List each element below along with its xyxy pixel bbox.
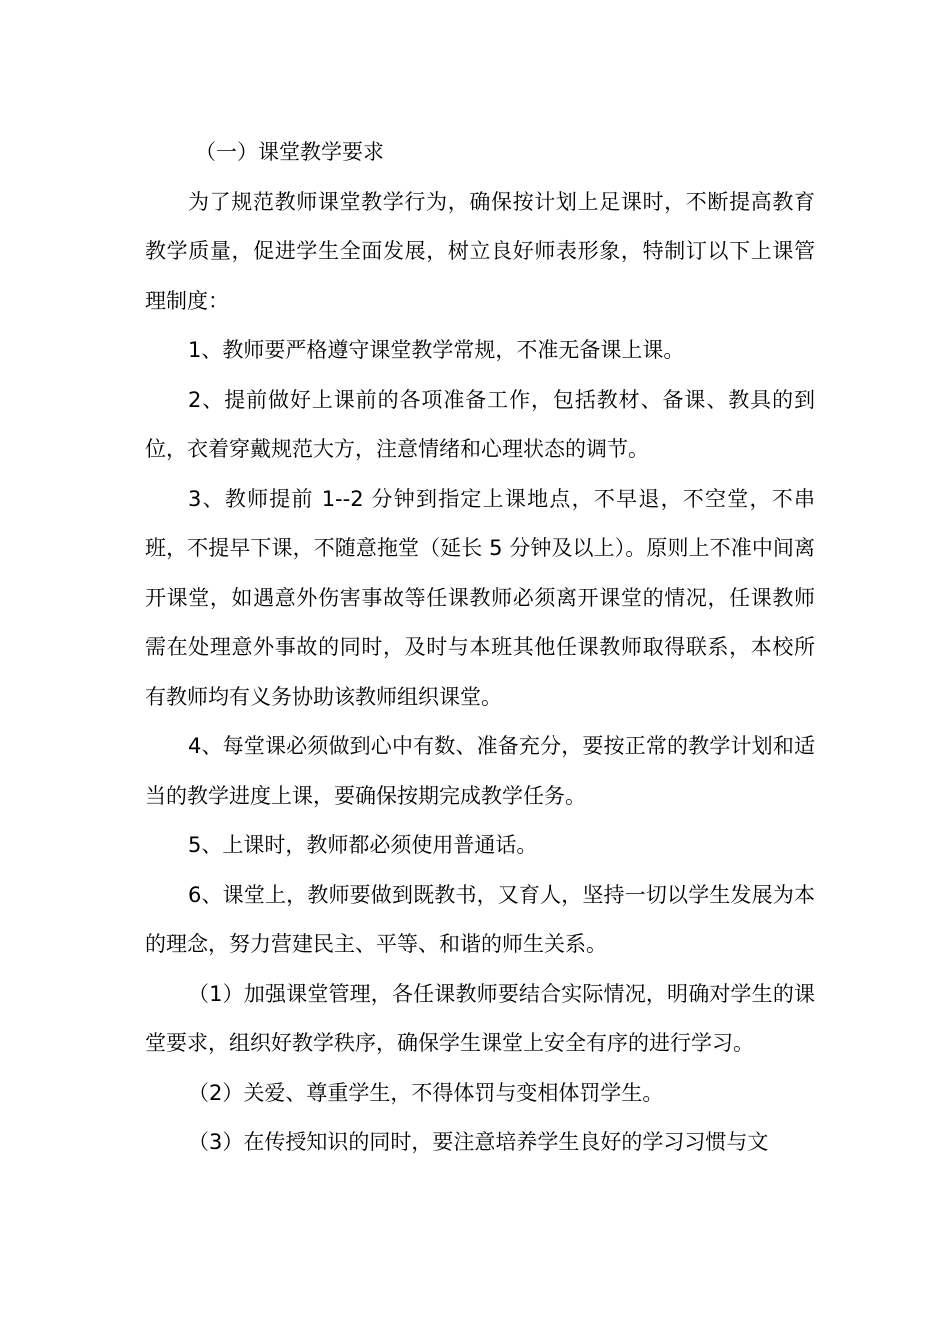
paragraph-rule-3: 3、教师提前 1--2 分钟到指定上课地点，不早退，不空堂，不串班，不提早下课，不随意拖堂（延长 5 分钟及以上）。原则上不准中间离开课堂，如遇意外伤害事故等任课教师必须离开课堂的情况，任课教师需在处理意外事故的同时，及时与本班其他任课教师取得联系，本校所有教师均有义务协助该教师组织课堂。 [145, 486, 815, 709]
paragraph-rule-6: 6、课堂上，教师要做到既教书，又育人，坚持一切以学生发展为本的理念，努力营建民主、平等、和谐的师生关系。 [145, 882, 815, 956]
paragraph-subrule-3: （3）在传授知识的同时，要注意培养学生良好的学习习惯与文 [188, 1130, 769, 1154]
paragraph-rule-2: 2、提前做好上课前的各项准备工作，包括教材、备课、教具的到位，衣着穿戴规范大方，注意情绪和心理状态的调节。 [145, 387, 815, 461]
paragraph-rule-1: 1、教师要严格遵守课堂教学常规，不准无备课上课。 [188, 338, 685, 362]
paragraph-rule-4: 4、每堂课必须做到心中有数、准备充分，要按正常的教学计划和适当的教学进度上课，要确保按期完成教学任务。 [145, 734, 815, 808]
paragraph-subrule-1: （1）加强课堂管理，各任课教师要结合实际情况，明确对学生的课堂要求，组织好教学秩序，确保学生课堂上安全有序的进行学习。 [145, 981, 815, 1055]
paragraph-subrule-2: （2）关爱、尊重学生，不得体罚与变相体罚学生。 [188, 1080, 664, 1105]
document-page [145, 128, 815, 1168]
paragraph-rule-5: 5、上课时，教师都必须使用普通话。 [188, 833, 538, 857]
section-heading: （一）课堂教学要求 [195, 140, 384, 164]
paragraph-intro: 为了规范教师课堂教学行为，确保按计划上足课时，不断提高教育教学质量，促进学生全面发展，树立良好师表形象，特制订以下上课管理制度： [145, 189, 815, 313]
